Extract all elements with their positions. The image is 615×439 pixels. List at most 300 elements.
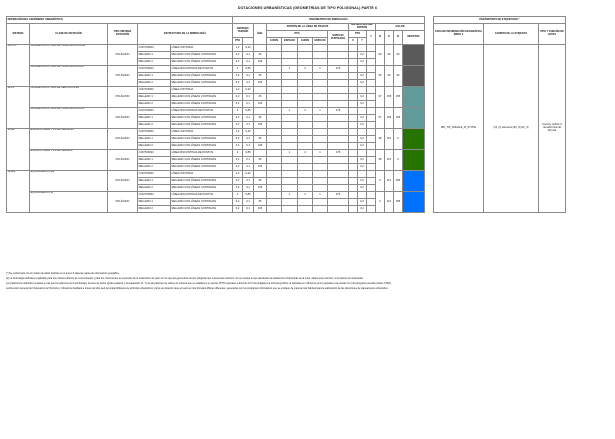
- cell-b: 0: [394, 129, 403, 150]
- cell-r: 97: [376, 108, 385, 129]
- cell-sep-y2: [367, 185, 376, 192]
- cell-sep-x: [349, 129, 358, 136]
- cell-sep-y: 0,2: [358, 94, 367, 101]
- cell-elemento: RELLENO 2: [138, 164, 171, 171]
- cell-sep-y: [358, 87, 367, 94]
- color-swatch: [403, 108, 425, 129]
- cell-grosor-mm: 0,1: [243, 115, 254, 122]
- cell-guion-2: [298, 143, 313, 150]
- cell-grosor-pto: 1,2: [233, 171, 243, 178]
- cell-espacio-2: [313, 59, 328, 66]
- header-espacio-punteado: ESPACIO PUNTEADO: [328, 31, 349, 45]
- cell-sep-x: [349, 66, 358, 73]
- cell-estructura: LÍNEA DISCONTINUA DE PUNTOS: [171, 66, 233, 73]
- cell-grosor-pto: 0,2: [233, 199, 243, 206]
- cell-guion-2: [298, 94, 313, 101]
- cell-guion: [267, 66, 282, 73]
- cell-sep-y2: [367, 66, 376, 73]
- cell-estructura: RELLENO CON LÍNEAS CONTINUAS: [171, 157, 233, 164]
- cell-grosor-mm: 0,1: [243, 59, 254, 66]
- cell-guion: [267, 178, 282, 185]
- cell-elemento: CONTORNO: [138, 66, 171, 73]
- cell-capa: MD_TIP_ANNALE_FI_STYPE: [434, 45, 484, 213]
- cell-estructura: LÍNEA CONTINUA: [171, 45, 233, 52]
- cell-sep-y: 0,2: [358, 122, 367, 129]
- cell-elemento: CONTORNO: [138, 45, 171, 52]
- cell-tipo-letra: Century Gothic 6 tamaño Normal Normal: [539, 45, 566, 213]
- cell-grosor-pto: 1,2: [233, 45, 243, 52]
- cell-g: 155: [385, 108, 394, 129]
- cell-angulo: 45: [254, 157, 267, 164]
- cell-espacio-2: 1: [313, 150, 328, 157]
- cell-grosor-pto: 4: [233, 192, 243, 199]
- cell-angulo: 45: [254, 52, 267, 59]
- cell-sep-y: [358, 66, 367, 73]
- cell-elemento: RELLENO 2: [138, 122, 171, 129]
- cell-grosor-pto: 0,2: [233, 178, 243, 185]
- cell-g: 115: [385, 150, 394, 171]
- cell-sep-x: [349, 80, 358, 87]
- cell-espacio-2: 1: [313, 108, 328, 115]
- header-g: G: [385, 31, 394, 45]
- cell-espacio: [282, 157, 298, 164]
- cell-sep-y: [358, 192, 367, 199]
- cell-estructura: RELLENO CON LÍNEAS CONTINUAS: [171, 164, 233, 171]
- cell-estructura: RELLENO CON LÍNEAS CONTINUAS: [171, 59, 233, 66]
- cell-espacio: [282, 185, 298, 192]
- cell-grosor-pto: 0,2: [233, 164, 243, 171]
- cell-sep-y2: [367, 115, 376, 122]
- cell-punteado: 175: [328, 66, 349, 73]
- cell-guion-2: [298, 80, 313, 87]
- cell-espacio-2: [313, 164, 328, 171]
- cell-sep-x: [349, 101, 358, 108]
- cell-grosor-pto: 0,2: [233, 122, 243, 129]
- cell-estructura: RELLENO CON LÍNEAS CONTINUAS: [171, 80, 233, 87]
- cell-tipo: POLÍGONO: [108, 129, 138, 150]
- cell-sep-y: 0,2: [358, 52, 367, 59]
- cell-espacio: [282, 52, 298, 59]
- cell-grosor-mm: 0,1: [243, 122, 254, 129]
- cell-tipo: POLÍGONO: [108, 87, 138, 108]
- cell-angulo: [254, 108, 267, 115]
- cell-grosor-pto: 1,2: [233, 129, 243, 136]
- cell-punteado: [328, 178, 349, 185]
- cell-elemento: RELLENO 1: [138, 94, 171, 101]
- page-title: DOTACIONES URBANÍSTICAS (GEOMETRÍAS DE TIPO POLIGONAL) PARTE 6: [237, 6, 378, 10]
- cell-estructura: RELLENO CON LÍNEAS CONTINUAS: [171, 73, 233, 80]
- cell-guion-2: [298, 157, 313, 164]
- cell-elemento: RELLENO 2: [138, 80, 171, 87]
- cell-sep-x: [349, 199, 358, 206]
- cell-espacio-2: [313, 87, 328, 94]
- cell-grosor-pto: 0,2: [233, 101, 243, 108]
- cell-clase: EQUIPAMIENTO Eq: [30, 171, 108, 192]
- cell-grosor-mm: 0,1: [243, 101, 254, 108]
- cell-sep-x: [349, 178, 358, 185]
- cell-guion: [267, 108, 282, 115]
- cell-grosor-pto: 0,2: [233, 52, 243, 59]
- cell-punteado: [328, 80, 349, 87]
- cell-angulo: [254, 129, 267, 136]
- cell-clase: EQUIPAMIENTO Iq: [30, 192, 108, 213]
- footnote: (*) Se conformará con el modelo de datos definido en el anexo II para las capas de información geográfica.: [6, 272, 120, 275]
- cell-espacio: [282, 206, 298, 213]
- cell-elemento: RELLENO 2: [138, 143, 171, 150]
- cell-angulo: 135: [254, 101, 267, 108]
- cell-guion-2: 4: [298, 66, 313, 73]
- cell-guion-2: [298, 52, 313, 59]
- cell-elemento: RELLENO 2: [138, 185, 171, 192]
- cell-guion-2: 4: [298, 150, 313, 157]
- cell-guion-2: [298, 206, 313, 213]
- cell-espacio: [282, 129, 298, 136]
- cell-b: 90: [394, 66, 403, 87]
- symbology-table: [6, 16, 566, 213]
- cell-grosor-mm: 0,1: [243, 178, 254, 185]
- cell-sep-y2: [367, 101, 376, 108]
- cell-angulo: 135: [254, 206, 267, 213]
- cell-angulo: [254, 171, 267, 178]
- cell-punteado: [328, 129, 349, 136]
- cell-b: 155: [394, 87, 403, 108]
- cell-estructura: LÍNEA DISCONTINUA DE PUNTOS: [171, 192, 233, 199]
- cell-estructura: LÍNEA DISCONTINUA DE PUNTOS: [171, 150, 233, 157]
- cell-sep-y: 0,2: [358, 199, 367, 206]
- cell-sep-y2: [367, 108, 376, 115]
- cell-estructura: RELLENO CON LÍNEAS CONTINUAS: [171, 178, 233, 185]
- cell-punteado: [328, 136, 349, 143]
- cell-espacio-2: [313, 157, 328, 164]
- cell-elemento: CONTORNO: [138, 192, 171, 199]
- cell-sep-y2: [367, 80, 376, 87]
- cell-elemento: RELLENO 1: [138, 178, 171, 185]
- cell-sep-x: [349, 52, 358, 59]
- cell-sep-x: [349, 59, 358, 66]
- cell-guion-2: [298, 171, 313, 178]
- cell-sistema: SL-IS: [7, 87, 30, 129]
- header-capa: CAPA DE INFORMACIÓN GEOGRÁFICA (MDG) 3: [434, 24, 484, 45]
- cell-punteado: [328, 101, 349, 108]
- cell-espacio-2: [313, 73, 328, 80]
- cell-sep-x: [349, 115, 358, 122]
- cell-elemento: RELLENO 1: [138, 52, 171, 59]
- cell-angulo: [254, 87, 267, 94]
- cell-sep-x: [349, 206, 358, 213]
- cell-punteado: [328, 73, 349, 80]
- cell-elemento: CONTORNO: [138, 108, 171, 115]
- cell-estructura: RELLENO CON LÍNEAS CONTINUAS: [171, 94, 233, 101]
- cell-grosor-mm: 0,42: [243, 45, 254, 52]
- header-grosor-pto: PTO: [233, 38, 243, 45]
- cell-sep-y: 0,2: [358, 136, 367, 143]
- header-tipo-letra: TIPO Y TAMAÑO DE LETRA: [539, 24, 566, 45]
- header-grosor: GROSOR / TAMAÑO: [233, 24, 254, 38]
- cell-punteado: [328, 115, 349, 122]
- cell-guion-2: [298, 129, 313, 136]
- cell-sep-y: 0,2: [358, 185, 367, 192]
- cell-punteado: [328, 164, 349, 171]
- footnote: (1) La simbología definida es aplicable para los núcleos urbanos de concentración y para los crecimientos de extensión de la ordenación de suelo en los que las geometrías de tipo poligonal que representan caminos. No se emplea lo que atenderán las dotaciones urbanísticas de la zona, dados a las caminos, a los planos de ordenación.: [6, 277, 364, 280]
- cell-guion-2: [298, 45, 313, 52]
- header-clase: CLASE DE DOTACIÓN: [30, 24, 108, 45]
- cell-sep-y2: [367, 52, 376, 59]
- header-espacio: ESPACIO: [282, 38, 298, 45]
- cell-sep-y: 0,2: [358, 206, 367, 213]
- cell-angulo: 135: [254, 122, 267, 129]
- header-sistema: SISTEMA: [7, 24, 30, 45]
- cell-clase: ESPACIO LIBRE Y ZONA VERDE IL: [30, 150, 108, 171]
- cell-sep-y2: [367, 192, 376, 199]
- cell-b: 255: [394, 192, 403, 213]
- cell-estructura: LÍNEA CONTINUA: [171, 171, 233, 178]
- cell-punteado: [328, 171, 349, 178]
- cell-guion: [267, 94, 282, 101]
- cell-punteado: 175: [328, 192, 349, 199]
- cell-estructura: RELLENO CON LÍNEAS CONTINUAS: [171, 136, 233, 143]
- header-patron: PATRÓN DE LA LÍNEA DE TRAZOS: [267, 24, 349, 31]
- cell-espacio-2: [313, 122, 328, 129]
- cell-sep-x: [349, 192, 358, 199]
- cell-grosor-pto: 4: [233, 108, 243, 115]
- cell-angulo: 45: [254, 136, 267, 143]
- cell-espacio: 1: [282, 150, 298, 157]
- cell-espacio-2: [313, 94, 328, 101]
- color-swatch: [403, 192, 425, 213]
- cell-espacio-2: [313, 136, 328, 143]
- cell-punteado: [328, 59, 349, 66]
- cell-angulo: [254, 45, 267, 52]
- cell-r: 0: [376, 192, 385, 213]
- header-parametros-simbologia: PARÁMETROS DE SIMBOLOGÍA: [233, 17, 425, 24]
- cell-grosor-mm: 0,1: [243, 73, 254, 80]
- header-campos: CAMPOS DE LA ETIQUETA: [484, 24, 539, 45]
- cell-g: 115: [385, 129, 394, 150]
- color-swatch: [403, 129, 425, 150]
- cell-punteado: [328, 199, 349, 206]
- cell-sep-y: 0,2: [358, 101, 367, 108]
- cell-espacio: [282, 164, 298, 171]
- cell-grosor-mm: 0,42: [243, 129, 254, 136]
- cell-guion: [267, 143, 282, 150]
- cell-clase: INFRAESTRUCTURA DE COMUNICACIÓN Ic: [30, 66, 108, 87]
- cell-sep-x: [349, 73, 358, 80]
- cell-punteado: 175: [328, 150, 349, 157]
- cell-elemento: RELLENO 1: [138, 157, 171, 164]
- cell-b: 255: [394, 171, 403, 192]
- cell-espacio: 1: [282, 108, 298, 115]
- cell-sep-y: 0,2: [358, 115, 367, 122]
- cell-espacio-2: 1: [313, 66, 328, 73]
- cell-grosor-pto: 0,2: [233, 59, 243, 66]
- cell-g: 155: [385, 87, 394, 108]
- cell-campos: [nb_rf] elemento [fid_rf] [nb_rf]: [484, 45, 539, 213]
- cell-grosor-mm: 0,42: [243, 87, 254, 94]
- cell-guion: [267, 150, 282, 157]
- cell-espacio-2: [313, 45, 328, 52]
- color-swatch: [403, 87, 425, 108]
- cell-guion-2: 4: [298, 192, 313, 199]
- cell-espacio-2: [313, 101, 328, 108]
- header-guion-2: GUIÓN: [298, 38, 313, 45]
- cell-guion: [267, 52, 282, 59]
- cell-guion: [267, 157, 282, 164]
- cell-b: 0: [394, 150, 403, 171]
- cell-sep-y2: [367, 45, 376, 52]
- cell-espacio: [282, 122, 298, 129]
- cell-sep-y: [358, 45, 367, 52]
- cell-espacio: [282, 171, 298, 178]
- cell-grosor-mm: 0,1: [243, 94, 254, 101]
- cell-grosor-mm: 0,1: [243, 164, 254, 171]
- cell-sep-y2: [367, 171, 376, 178]
- cell-sep-y2: [367, 157, 376, 164]
- header-b: B: [394, 31, 403, 45]
- cell-elemento: RELLENO 2: [138, 101, 171, 108]
- cell-angulo: [254, 66, 267, 73]
- cell-guion: [267, 73, 282, 80]
- header-sep-y2: Y: [367, 31, 376, 45]
- header-espacio-2: ESPACIO: [313, 38, 328, 45]
- cell-sep-x: [349, 143, 358, 150]
- cell-espacio: [282, 136, 298, 143]
- cell-espacio: [282, 101, 298, 108]
- cell-estructura: RELLENO CON LÍNEAS CONTINUAS: [171, 143, 233, 150]
- cell-estructura: RELLENO CON LÍNEAS CONTINUAS: [171, 185, 233, 192]
- cell-g: 90: [385, 45, 394, 66]
- cell-guion-2: [298, 136, 313, 143]
- cell-sep-y: 0,2: [358, 80, 367, 87]
- cell-estructura: RELLENO CON LÍNEAS CONTINUAS: [171, 101, 233, 108]
- cell-elemento: RELLENO 2: [138, 206, 171, 213]
- header-sep-y: Y: [358, 38, 367, 45]
- cell-grosor-pto: 0,2: [233, 115, 243, 122]
- cell-sep-y2: [367, 129, 376, 136]
- cell-sep-x: [349, 150, 358, 157]
- cell-tipo: POLÍGONO: [108, 108, 138, 129]
- cell-grosor-mm: 0,1: [243, 206, 254, 213]
- cell-estructura: RELLENO CON LÍNEAS CONTINUAS: [171, 199, 233, 206]
- cell-grosor-mm: 0,1: [243, 157, 254, 164]
- cell-sep-y2: [367, 143, 376, 150]
- cell-estructura: LÍNEA CONTINUA: [171, 87, 233, 94]
- cell-espacio: [282, 94, 298, 101]
- cell-punteado: [328, 143, 349, 150]
- header-grosor-mm: [243, 38, 254, 45]
- cell-espacio-2: [313, 206, 328, 213]
- color-swatch: [403, 45, 425, 66]
- cell-grosor-mm: 0,85: [243, 66, 254, 73]
- cell-sep-x: [349, 87, 358, 94]
- header-estructura: ESTRUCTURA DE LA SIMBOLOGÍA: [138, 24, 233, 45]
- cell-elemento: CONTORNO: [138, 129, 171, 136]
- cell-guion: [267, 80, 282, 87]
- cell-grosor-pto: 0,2: [233, 206, 243, 213]
- cell-sistema: SL-EQ: [7, 171, 30, 213]
- cell-grosor-mm: 0,42: [243, 171, 254, 178]
- cell-sep-y: 0,2: [358, 164, 367, 171]
- cell-sep-y2: [367, 178, 376, 185]
- header-r: R: [376, 31, 385, 45]
- cell-espacio: [282, 143, 298, 150]
- cell-r: 0: [376, 171, 385, 192]
- column-gap: [425, 17, 434, 45]
- cell-guion-2: [298, 101, 313, 108]
- cell-guion-2: [298, 178, 313, 185]
- cell-sep-y: [358, 108, 367, 115]
- cell-angulo: 135: [254, 80, 267, 87]
- cell-sep-y: 0,2: [358, 59, 367, 66]
- cell-grosor-pto: 0,2: [233, 80, 243, 87]
- cell-espacio: [282, 87, 298, 94]
- cell-tipo: POLÍGONO: [108, 171, 138, 192]
- cell-punteado: [328, 52, 349, 59]
- color-swatch: [403, 171, 425, 192]
- cell-sep-y2: [367, 164, 376, 171]
- cell-grosor-pto: 0,2: [233, 185, 243, 192]
- cell-guion-2: [298, 164, 313, 171]
- cell-grosor-pto: 1,2: [233, 87, 243, 94]
- cell-r: 97: [376, 87, 385, 108]
- cell-sep-x: [349, 108, 358, 115]
- footnotes: [6, 272, 606, 292]
- cell-grosor-mm: 0,1: [243, 136, 254, 143]
- cell-angulo: [254, 150, 267, 157]
- cell-punteado: [328, 122, 349, 129]
- cell-elemento: CONTORNO: [138, 150, 171, 157]
- cell-sep-x: [349, 122, 358, 129]
- cell-elemento: RELLENO 1: [138, 115, 171, 122]
- cell-g: 112: [385, 192, 394, 213]
- cell-estructura: RELLENO CON LÍNEAS CONTINUAS: [171, 122, 233, 129]
- cell-punteado: [328, 87, 349, 94]
- cell-grosor-mm: 0,1: [243, 80, 254, 87]
- cell-espacio-2: [313, 115, 328, 122]
- cell-espacio-2: 1: [313, 192, 328, 199]
- cell-punteado: [328, 185, 349, 192]
- cell-angulo: 135: [254, 164, 267, 171]
- cell-guion: [267, 206, 282, 213]
- cell-guion-2: [298, 115, 313, 122]
- cell-grosor-mm: 0,85: [243, 108, 254, 115]
- cell-grosor-pto: 0,2: [233, 143, 243, 150]
- cell-angulo: 45: [254, 73, 267, 80]
- cell-g: 112: [385, 171, 394, 192]
- cell-guion: [267, 171, 282, 178]
- header-patron-pto: PTO: [267, 31, 328, 38]
- cell-espacio: [282, 73, 298, 80]
- cell-grosor-mm: 0,85: [243, 150, 254, 157]
- cell-guion: [267, 199, 282, 206]
- header-tipo: TIPO SISTEMA DOTACIÓN: [108, 24, 138, 45]
- cell-espacio-2: [313, 185, 328, 192]
- cell-punteado: [328, 157, 349, 164]
- cell-espacio: [282, 115, 298, 122]
- cell-angulo: [254, 192, 267, 199]
- cell-tipo: POLÍGONO: [108, 45, 138, 66]
- cell-angulo: 135: [254, 143, 267, 150]
- cell-grosor-mm: 0,1: [243, 199, 254, 206]
- cell-sep-y: 0,2: [358, 143, 367, 150]
- cell-espacio: [282, 80, 298, 87]
- cell-sep-y: [358, 171, 367, 178]
- cell-b: 155: [394, 108, 403, 129]
- cell-guion: [267, 122, 282, 129]
- cell-b: 90: [394, 45, 403, 66]
- cell-estructura: RELLENO CON LÍNEAS CONTINUAS: [171, 52, 233, 59]
- cell-sep-x: [349, 164, 358, 171]
- cell-angulo: 135: [254, 185, 267, 192]
